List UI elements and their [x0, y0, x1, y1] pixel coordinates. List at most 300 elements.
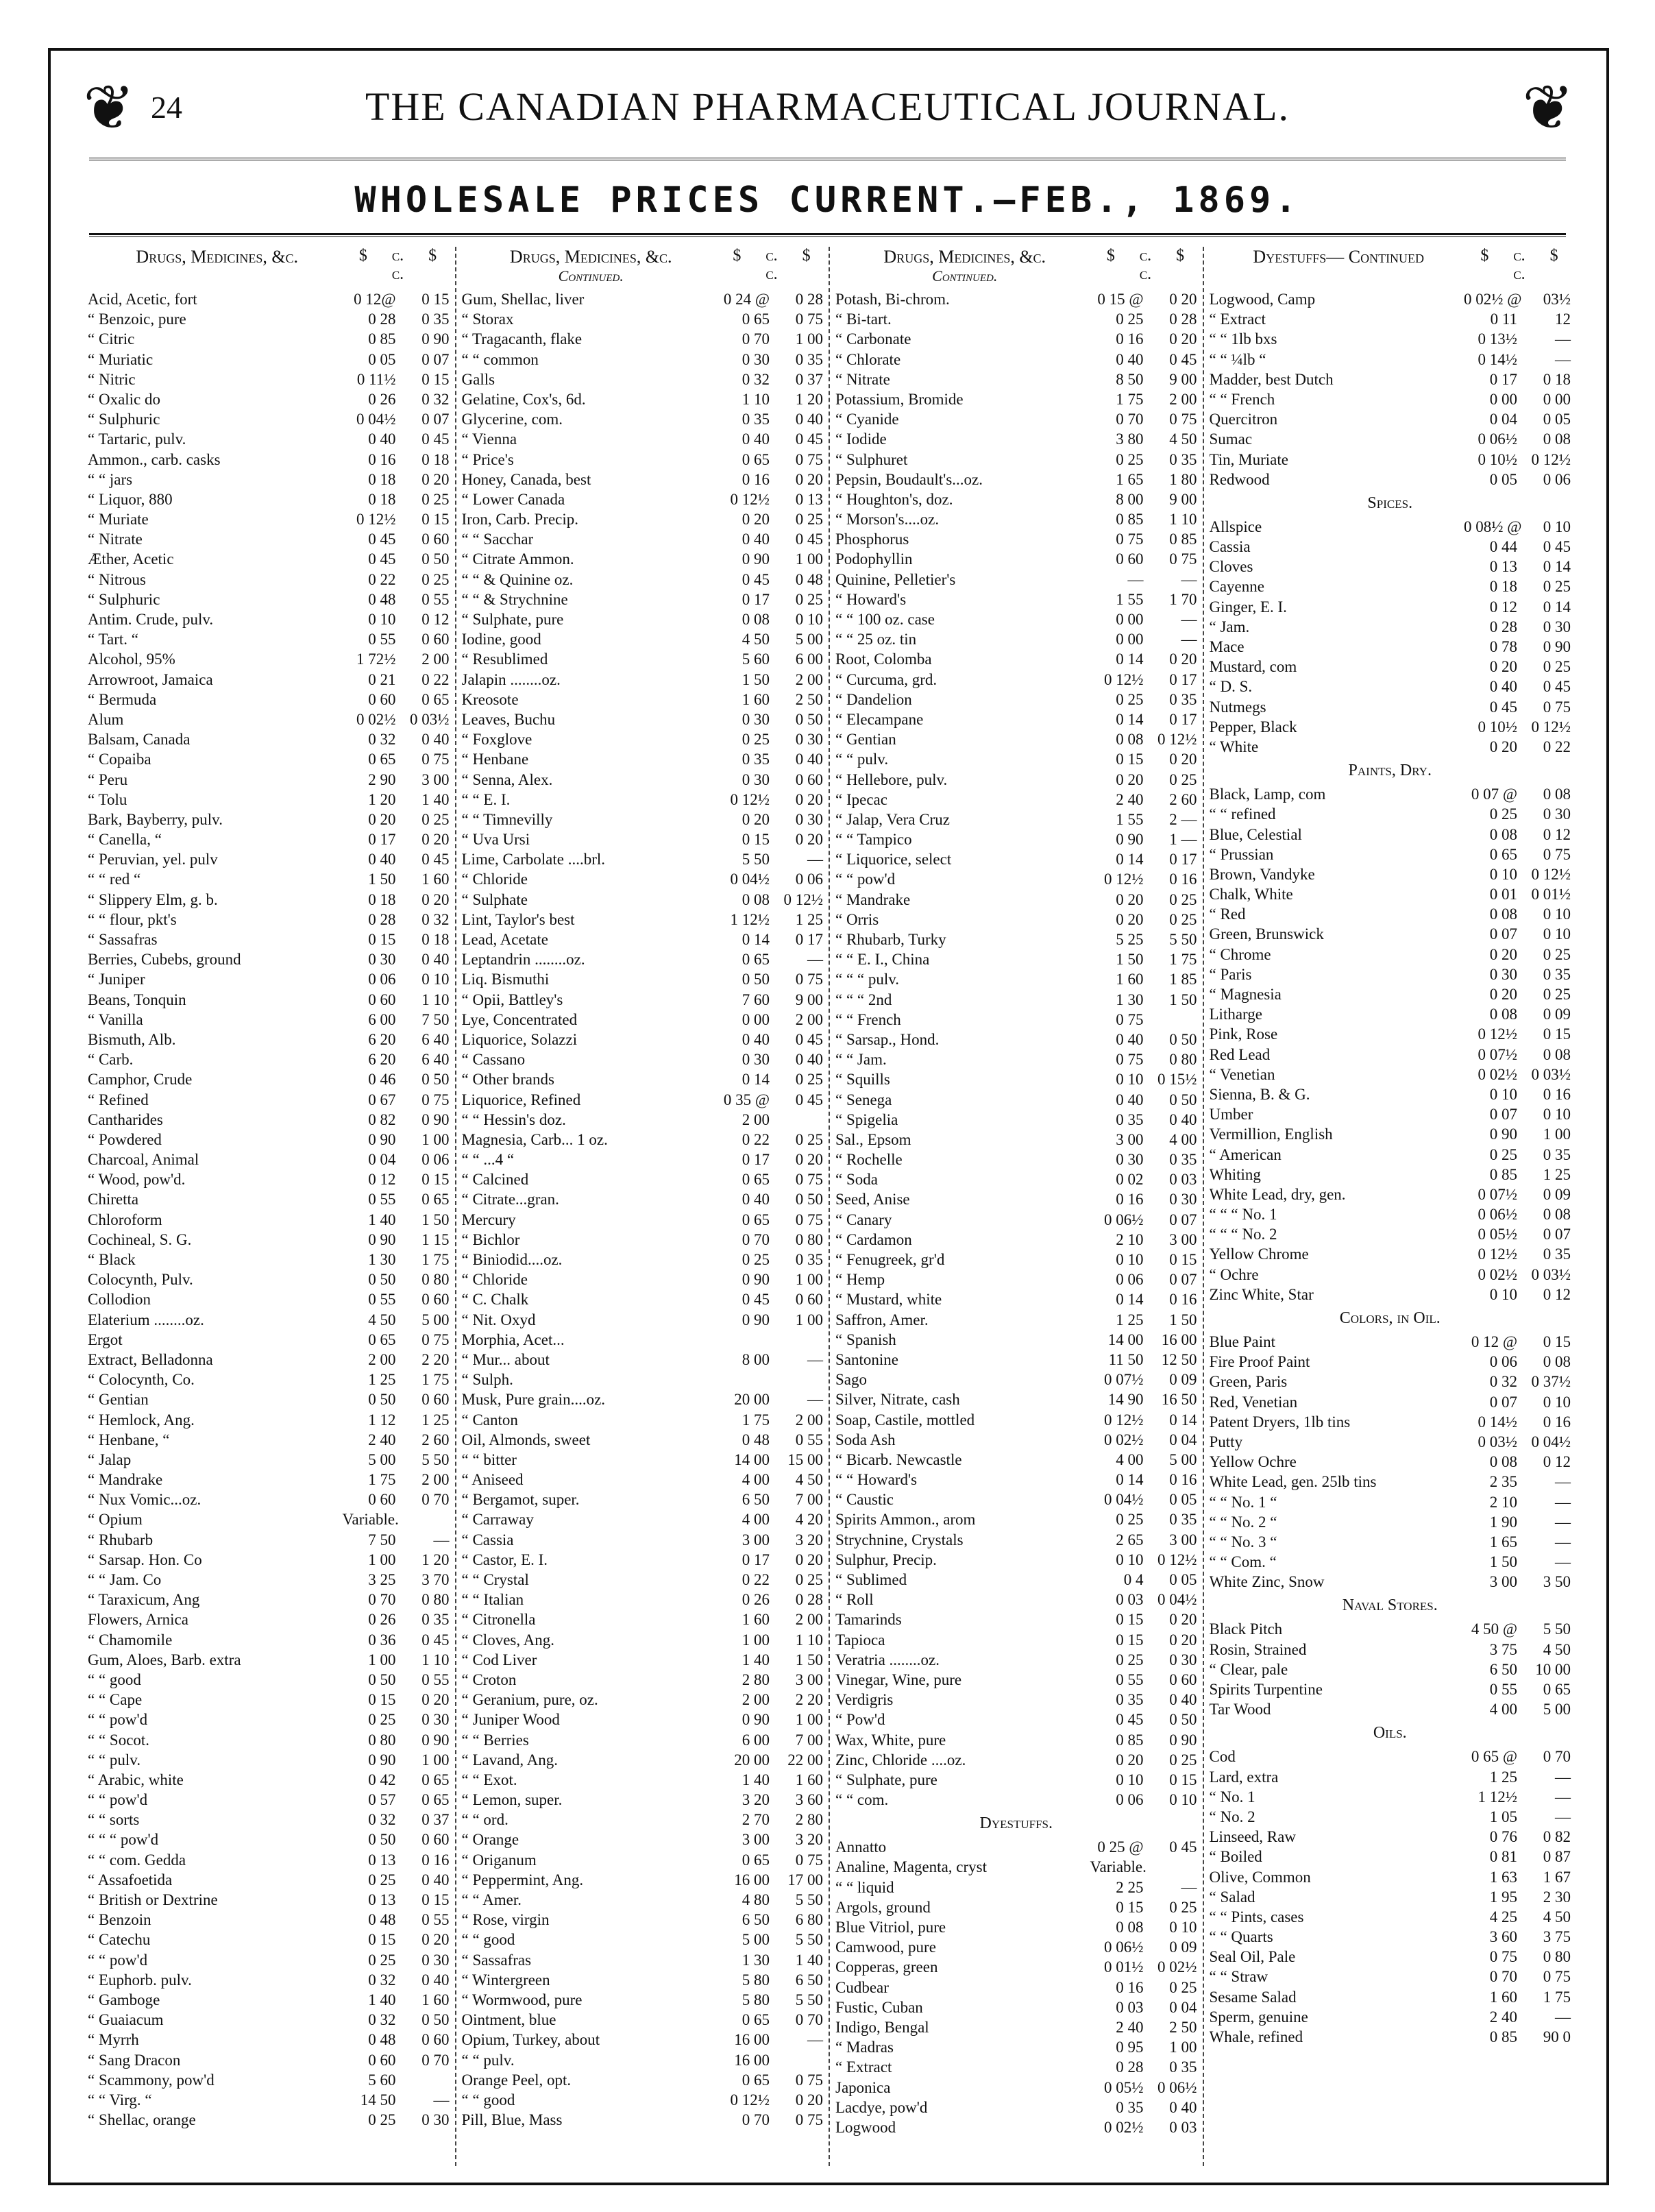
price-row	[1210, 677, 1571, 696]
price-high: 0 50	[421, 550, 450, 568]
price-low: —	[1127, 570, 1144, 588]
price-low: 0 12	[368, 1171, 396, 1189]
price-low: 1 00	[368, 1651, 396, 1668]
price-high: 0 70	[421, 1491, 450, 1509]
price-low: 2 70	[741, 1811, 770, 1829]
price-high: 2 50	[795, 690, 823, 708]
item-name: Zinc White, Star	[1209, 1285, 1314, 1303]
price-low: 0 25	[368, 2111, 396, 2129]
price-low: 1 05	[1489, 1808, 1517, 1825]
price-row	[1210, 1512, 1571, 1532]
price-low: 0 20	[1489, 945, 1517, 963]
price-high: 0 25	[421, 810, 450, 828]
item-name: Liquorice, Refined	[461, 1091, 581, 1108]
price-high: 2 80	[795, 1811, 823, 1829]
price-low: 0 12 @	[1471, 1333, 1517, 1350]
item-name: “ Orris	[835, 910, 879, 928]
price-high	[1144, 1010, 1197, 1030]
price-row	[835, 570, 1197, 590]
item-name: “ “ French	[835, 1010, 901, 1028]
item-name: “ Lavand, Ang.	[461, 1751, 559, 1769]
price-row	[835, 790, 1197, 810]
price-high: 0 20	[795, 831, 823, 849]
price-row	[835, 849, 1197, 869]
price-high	[770, 1370, 823, 1389]
price-low: 0 07	[1489, 1106, 1517, 1123]
item-name: Analine, Magenta, cryst	[835, 1858, 987, 1876]
price-low: 0 08	[1489, 825, 1517, 843]
item-name: Camwood, pure	[835, 1938, 936, 1956]
price-low: 1 65	[1489, 1533, 1517, 1551]
price-low: 0 65	[741, 1211, 770, 1228]
price-low: 3 00	[1489, 1573, 1517, 1591]
price-high: 0 17	[1169, 851, 1197, 868]
price-row	[462, 2090, 824, 2110]
price-high: 0 75	[795, 1851, 823, 1869]
price-high: 0 20	[1169, 751, 1197, 768]
price-low: 0 48	[368, 2031, 396, 2049]
item-name: Podophyllin	[835, 550, 913, 568]
price-high: 16 50	[1161, 1391, 1197, 1409]
price-low: 2 40	[1489, 2008, 1517, 2026]
item-name: “ “ Exot.	[461, 1771, 517, 1788]
price-row	[835, 670, 1197, 690]
price-low: 0 45	[741, 570, 770, 588]
price-row	[835, 1470, 1197, 1490]
price-row	[462, 649, 824, 669]
item-name: Extract, Belladonna	[88, 1350, 213, 1368]
price-low: 0 08½ @	[1464, 518, 1522, 535]
price-low: 0 32	[1489, 1373, 1517, 1391]
price-low: 0 32	[368, 1811, 396, 1829]
price-row	[462, 1130, 824, 1150]
section-subheading: Oils.	[1373, 1724, 1407, 1742]
price-low: 0 65	[1489, 845, 1517, 863]
item-name: “ Caustic	[835, 1491, 894, 1509]
price-low: 0 4	[1123, 1571, 1144, 1588]
price-row	[462, 1990, 824, 2010]
price-low: 0 76	[1489, 1828, 1517, 1846]
price-high: 1 25	[795, 910, 823, 928]
price-row	[88, 910, 450, 929]
price-high: 0 16	[1543, 1085, 1571, 1103]
price-high: 1 10	[1169, 511, 1197, 528]
price-low: 0 22	[741, 1571, 770, 1588]
price-high: 0 20	[1169, 330, 1197, 348]
price-low: 5 80	[741, 1991, 770, 2008]
price-high: —	[1555, 1473, 1571, 1491]
item-name: “ Ochre	[1209, 1265, 1259, 1283]
price-row	[88, 450, 450, 470]
price-high: 0 55	[421, 590, 450, 608]
item-name: “ Jam.	[1209, 618, 1250, 635]
price-row	[88, 1330, 450, 1350]
price-row	[835, 1509, 1197, 1529]
price-low: 0 25	[1116, 1651, 1144, 1668]
item-name: “ “ No. 3 “	[1209, 1533, 1277, 1551]
item-name: “ Ipecac	[835, 790, 887, 808]
price-low: 0 65	[741, 1171, 770, 1189]
item-name: Gum, Aloes, Barb. extra	[88, 1651, 241, 1668]
price-row	[462, 810, 824, 829]
price-row	[88, 990, 450, 1010]
price-high: 0 45	[795, 1030, 823, 1048]
price-low: 0 30	[1116, 1151, 1144, 1169]
item-name: Bark, Bayberry, pulv.	[88, 810, 223, 828]
price-row	[835, 1350, 1197, 1370]
price-row	[462, 1310, 824, 1330]
price-low: 0 48	[741, 1431, 770, 1448]
price-high: 0 10	[795, 611, 823, 628]
price-row	[835, 1110, 1197, 1130]
price-low: 5 60	[368, 2071, 396, 2089]
item-name: “ “ French	[1209, 390, 1275, 408]
price-high: 1 00	[421, 1130, 450, 1148]
price-low: 0 30	[368, 951, 396, 969]
price-high: 0 60	[421, 531, 450, 548]
price-low: 1 30	[1116, 990, 1144, 1008]
price-row	[1210, 1432, 1571, 1452]
price-low: 1 10	[741, 390, 770, 408]
price-row	[1210, 537, 1571, 557]
price-row	[462, 1210, 824, 1230]
price-high: 0 50	[1169, 1091, 1197, 1108]
price-high: 0 40	[795, 1051, 823, 1069]
price-low: 2 90	[368, 770, 396, 788]
item-name: Ointment, blue	[461, 2011, 556, 2029]
price-low: 0 65	[741, 951, 770, 969]
item-name: “ “ flour, pkt's	[88, 910, 177, 928]
price-high: 0 48	[795, 570, 823, 588]
item-name: “ Origanum	[461, 1851, 537, 1869]
item-name: Liq. Bismuthi	[461, 971, 550, 988]
price-high: 0 60	[1169, 1670, 1197, 1688]
price-low: 0 10	[1116, 1251, 1144, 1268]
price-high: 0 75	[1543, 845, 1571, 863]
price-row	[835, 770, 1197, 790]
price-low: 0 32	[368, 1971, 396, 1989]
item-name: “ Tartaric, pulv.	[88, 430, 186, 448]
item-name: “ “ “ 2nd	[835, 990, 892, 1008]
item-name: Glycerine, com.	[461, 411, 563, 428]
price-high: 0 14	[1543, 598, 1571, 616]
price-row	[88, 1990, 450, 2010]
price-low: 5 25	[1116, 931, 1144, 948]
price-low: 0 90	[368, 1751, 396, 1769]
price-low: 0 55	[368, 1191, 396, 1208]
item-name: “ Carraway	[461, 1511, 534, 1529]
price-high: 90 0	[1543, 2028, 1571, 2045]
price-high: 0 15	[1543, 1333, 1571, 1350]
price-high: 5 50	[1543, 1620, 1571, 1638]
price-low: 0 85	[1116, 511, 1144, 528]
price-row	[835, 2098, 1197, 2117]
price-row	[835, 1790, 1197, 1810]
item-name: “ “ Sacchar	[461, 531, 534, 548]
price-row	[835, 1530, 1197, 1550]
price-low: 0 00	[1489, 390, 1517, 408]
price-low: 0 81	[1489, 1848, 1517, 1866]
divider	[89, 236, 1566, 237]
price-row	[835, 1150, 1197, 1169]
price-row	[462, 1670, 824, 1690]
price-high: 0 30	[421, 1711, 450, 1729]
item-name: Santonine	[835, 1350, 898, 1368]
price-row	[835, 890, 1197, 910]
price-low: 5 80	[741, 1971, 770, 1989]
price-row	[462, 1350, 824, 1370]
price-row	[1210, 924, 1571, 944]
item-name: “ Senega	[835, 1091, 892, 1108]
price-row	[88, 1490, 450, 1509]
price-low: 0 06	[1116, 1271, 1144, 1289]
price-row	[88, 369, 450, 389]
price-row	[1210, 984, 1571, 1004]
price-low: 16 00	[734, 2031, 770, 2049]
price-low: 0 25	[1116, 450, 1144, 468]
price-row	[1210, 1332, 1571, 1352]
price-high: 0 25	[1169, 1898, 1197, 1916]
price-high: 2 20	[795, 1691, 823, 1709]
item-name: White Lead, dry, gen.	[1209, 1185, 1346, 1203]
price-low: 0 82	[368, 1110, 396, 1128]
price-high: 0 37½	[1531, 1373, 1571, 1391]
item-name: Charcoal, Animal	[88, 1151, 199, 1169]
price-high: 0 04½	[1531, 1433, 1571, 1450]
price-high: 0 06	[421, 1151, 450, 1169]
price-low: 0 35	[741, 751, 770, 768]
item-name: “ Cloves, Ang.	[461, 1631, 554, 1649]
price-low: 0 45	[1116, 1711, 1144, 1729]
price-row	[835, 1630, 1197, 1650]
price-high: 0 25	[1543, 945, 1571, 963]
item-name: “ Uva Ursi	[461, 831, 530, 849]
price-high: 2 00	[795, 1611, 823, 1629]
item-name: “ Opium	[88, 1511, 143, 1529]
item-name: Sienna, B. & G.	[1209, 1085, 1310, 1103]
price-row	[88, 1830, 450, 1849]
price-low: 0 06½	[1478, 430, 1517, 448]
item-name: “ Sassafras	[461, 1951, 532, 1969]
item-name: “ Bi-tart.	[835, 311, 892, 328]
price-high: 0 90	[1169, 1731, 1197, 1749]
price-row	[835, 289, 1197, 309]
price-row	[462, 1750, 824, 1770]
price-low: 0 65	[741, 311, 770, 328]
item-name: “ “ good	[461, 1931, 515, 1949]
price-high: 9 00	[1169, 370, 1197, 388]
price-low: 6 20	[368, 1051, 396, 1069]
price-row	[835, 369, 1197, 389]
price-high: 15 00	[787, 1450, 823, 1468]
price-high: 0 14	[1543, 558, 1571, 576]
price-high: 1 25	[421, 1411, 450, 1429]
item-name: “ Bergamot, super.	[461, 1491, 580, 1509]
price-low: 0 12½	[1104, 670, 1144, 688]
item-name: Colocynth, Pulv.	[88, 1271, 193, 1289]
price-row	[462, 1389, 824, 1409]
price-row	[1210, 1867, 1571, 1887]
price-row	[1210, 844, 1571, 864]
price-low: 0 17	[1489, 370, 1517, 388]
price-low: 2 40	[368, 1431, 396, 1448]
price-row	[88, 289, 450, 309]
price-row	[462, 1010, 824, 1030]
price-low: 0 04	[1489, 411, 1517, 428]
price-low: 0 30	[741, 1051, 770, 1069]
item-name: “ Mustard, white	[835, 1291, 942, 1309]
price-low: 0 02	[1116, 1171, 1144, 1189]
price-row	[462, 350, 824, 369]
price-low: 0 18	[368, 490, 396, 508]
price-row	[835, 649, 1197, 669]
price-row	[1210, 1145, 1571, 1165]
price-row	[88, 1470, 450, 1490]
item-name: “ Calcined	[461, 1171, 529, 1189]
price-low: 0 70	[368, 1591, 396, 1609]
price-high: 3 00	[795, 1670, 823, 1688]
price-high: 0 60	[421, 2031, 450, 2049]
price-low: 8 00	[741, 1350, 770, 1368]
item-name: “ Iodide	[835, 430, 887, 448]
price-low: 0 28	[368, 311, 396, 328]
price-high: 0 15	[421, 511, 450, 528]
money-heading: $ c. $ c.	[1480, 247, 1558, 283]
item-name: Argols, ground	[835, 1898, 931, 1916]
item-name: Blue, Celestial	[1209, 825, 1302, 843]
item-name: “ D. S.	[1209, 678, 1253, 696]
price-row	[1210, 1927, 1571, 1947]
price-low: Variable.	[1090, 1858, 1147, 1876]
item-name: “ Orange	[461, 1831, 519, 1849]
price-low: 0 95	[1116, 2039, 1144, 2056]
price-low: 0 16	[1116, 330, 1144, 348]
item-name: Fire Proof Paint	[1209, 1353, 1310, 1371]
item-name: Alcohol, 95%	[88, 651, 175, 668]
price-row	[462, 590, 824, 609]
item-name: Liquorice, Solazzi	[461, 1030, 578, 1048]
item-name: Spirits Ammon., arom	[835, 1511, 976, 1529]
price-low: 0 14	[741, 931, 770, 948]
price-low: 0 42	[368, 1771, 396, 1788]
item-name: Galls	[461, 370, 495, 388]
price-high: 0 15	[1169, 1771, 1197, 1788]
price-low: 0 13½	[1478, 330, 1517, 348]
item-name: Cayenne	[1209, 578, 1264, 596]
price-low: 1 12½	[1478, 1788, 1517, 1806]
price-low: 0 14½	[1478, 350, 1517, 368]
running-title: THE CANADIAN PHARMACEUTICAL JOURNAL.	[365, 84, 1290, 129]
price-row	[462, 509, 824, 529]
item-name: Copperas, green	[835, 1958, 938, 1976]
price-high: 3 60	[795, 1791, 823, 1809]
price-high: 0 12	[1543, 825, 1571, 843]
price-row	[88, 1389, 450, 1409]
item-name: “ Cod Liver	[461, 1651, 537, 1668]
price-low: 20 00	[734, 1391, 770, 1409]
item-name: Logwood	[835, 2118, 896, 2136]
item-name: “ Lower Canada	[461, 490, 565, 508]
item-name: “ “ pulv.	[461, 2051, 515, 2069]
item-name: Lime, Carbolate ....brl.	[461, 851, 605, 868]
item-name: “ “ 100 oz. case	[835, 611, 935, 628]
price-high: 2 20	[421, 1350, 450, 1368]
item-name: “ “ “ No. 2	[1209, 1226, 1277, 1243]
price-row	[1210, 2027, 1571, 2047]
price-row	[88, 770, 450, 790]
item-name: “ Oxalic do	[88, 390, 161, 408]
item-name: “ Squills	[835, 1071, 890, 1089]
price-low: 2 25	[1116, 1878, 1144, 1896]
price-row	[1210, 1699, 1571, 1719]
price-row	[88, 1850, 450, 1870]
price-high: 2 00	[795, 1010, 823, 1028]
price-low: 2 65	[1116, 1531, 1144, 1548]
price-high: 0 25	[795, 1071, 823, 1089]
price-high: 0 06	[1543, 470, 1571, 488]
item-name: “ Nit. Oxyd	[461, 1311, 536, 1328]
price-low: 0 40	[1116, 1030, 1144, 1048]
price-row	[1210, 904, 1571, 924]
price-row	[1210, 945, 1571, 964]
price-high: 0 65	[421, 1191, 450, 1208]
item-name: “ Citrate...gran.	[461, 1191, 559, 1208]
item-name: “ Foxglove	[461, 731, 532, 749]
item-name: Saffron, Amer.	[835, 1311, 929, 1328]
price-low: 0 06½	[1104, 1938, 1144, 1956]
price-high: 0 15	[1543, 1025, 1571, 1043]
price-high: 0 37	[795, 370, 823, 388]
price-high: 0 03	[1169, 1171, 1197, 1189]
price-low: 0 08	[1116, 1919, 1144, 1936]
price-high: 0 07	[1543, 1226, 1571, 1243]
price-row	[88, 1710, 450, 1729]
price-high: 1 75	[421, 1371, 450, 1389]
money-heading: $ c. $ c.	[1106, 247, 1185, 283]
price-row	[462, 369, 824, 389]
price-row	[1210, 1024, 1571, 1044]
price-low: 0 85	[368, 330, 396, 348]
price-high: 4 00	[1169, 1130, 1197, 1148]
price-row	[835, 1609, 1197, 1629]
price-low: 0 70	[741, 330, 770, 348]
price-low: 0 15	[1116, 1631, 1144, 1649]
price-row	[835, 1710, 1197, 1729]
price-high: 0 90	[421, 1731, 450, 1749]
price-row	[88, 429, 450, 449]
price-low: 0 90	[1489, 1126, 1517, 1143]
price-low: 0 28	[1116, 2058, 1144, 2076]
item-name: Potassium, Bromide	[835, 390, 964, 408]
item-name: “ Gentian	[835, 731, 896, 749]
price-row	[88, 1189, 450, 1209]
item-name: “ “ bitter	[461, 1450, 517, 1468]
price-row	[835, 969, 1197, 989]
item-name: “ Jalap, Vera Cruz	[835, 810, 950, 828]
price-low: 0 45	[1489, 698, 1517, 716]
corner-ornament-icon: ❦	[83, 75, 135, 143]
price-row	[1210, 1747, 1571, 1766]
price-low: 14 00	[734, 1450, 770, 1468]
item-name: “ Senna, Alex.	[461, 770, 553, 788]
item-name: “ Sublimed	[835, 1571, 907, 1588]
item-name: Black, Lamp, com	[1209, 786, 1326, 803]
price-high: 3 70	[421, 1571, 450, 1588]
price-row	[835, 1917, 1197, 1937]
price-low: 0 40	[1116, 1091, 1144, 1108]
price-high: 0 75	[795, 2111, 823, 2129]
price-row	[88, 1010, 450, 1030]
